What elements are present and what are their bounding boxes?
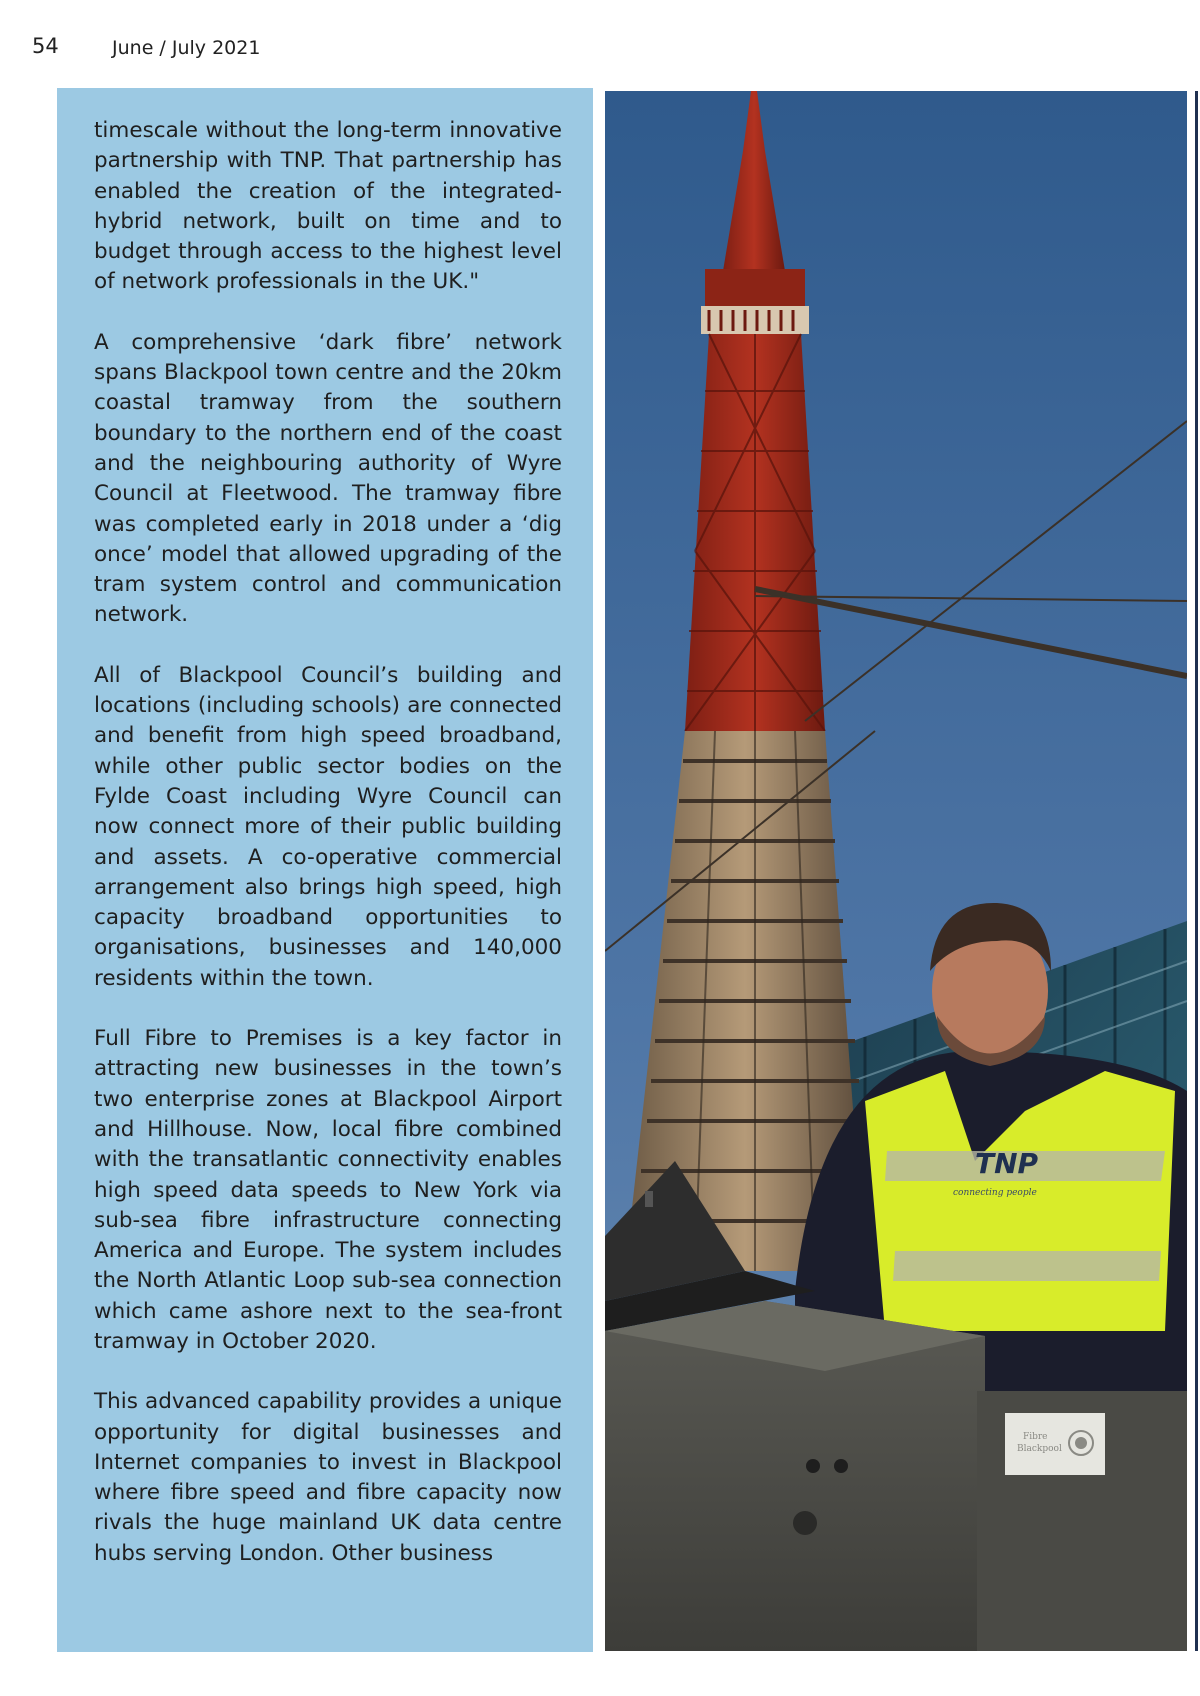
article-body <box>94 116 562 1599</box>
cabinet-label-line1: Fibre <box>1023 1432 1048 1442</box>
paragraph: A comprehensive ‘dark fibre’ network spans Blackpool town centre and the 20km coastal tramway from the southern boundary to the northern end of the coast and the neighbouring authority of Wyre Council at Fleetwood. The tramway fibre was completed early in 2018 under a ‘dig once’ model that allowed upgrading of the tram system control and communication network. <box>94 329 562 628</box>
issue-date: June / July 2021 <box>112 37 261 59</box>
paragraph: Full Fibre to Premises is a key factor in attracting new businesses in the town’s two enterprise zones at Blackpool Airport and Hillhouse. Now, local fibre combined with the transatlantic connectivity enables high speed data speeds to New York via sub-sea fibre infrastructure connecting America and Europe. The system includes the North Atlantic Loop sub-sea connection which came ashore next to the sea-front tramway in October 2020. <box>94 1026 562 1354</box>
paragraph: All of Blackpool Council’s building and locations (including schools) are connected and benefit from high speed broadband, while other public sector bodies on the Fylde Coast including Wyre Council can now connect more of their public building and assets. A co-operative commercial arrangement also brings high speed, high capacity broadband opportunities to organisations, businesses and 140,000 residents within the town. <box>94 662 562 991</box>
tower-crown <box>705 269 805 309</box>
vest-tagline: connecting people <box>953 1188 1037 1198</box>
cabinet-label-line2: Blackpool <box>1017 1444 1062 1454</box>
paragraph: timescale without the long-term innovative partnership with TNP. That partnership has enabled the creation of the integrated-hybrid network, built on time and to budget through access to the highest level of network professionals in the UK." <box>94 118 562 295</box>
page-number: 54 <box>32 34 59 58</box>
edge-rule <box>1195 91 1198 1651</box>
paragraph: This advanced capability provides a unique opportunity for digital businesses and Internet companies to invest in Blackpool where fibre speed and fibre capacity now rivals the huge mainland UK data centre hubs serving London. Other business <box>94 1389 562 1566</box>
photo-blackpool-tower <box>605 91 1187 1651</box>
vest-logo: TNP <box>975 1147 1039 1180</box>
